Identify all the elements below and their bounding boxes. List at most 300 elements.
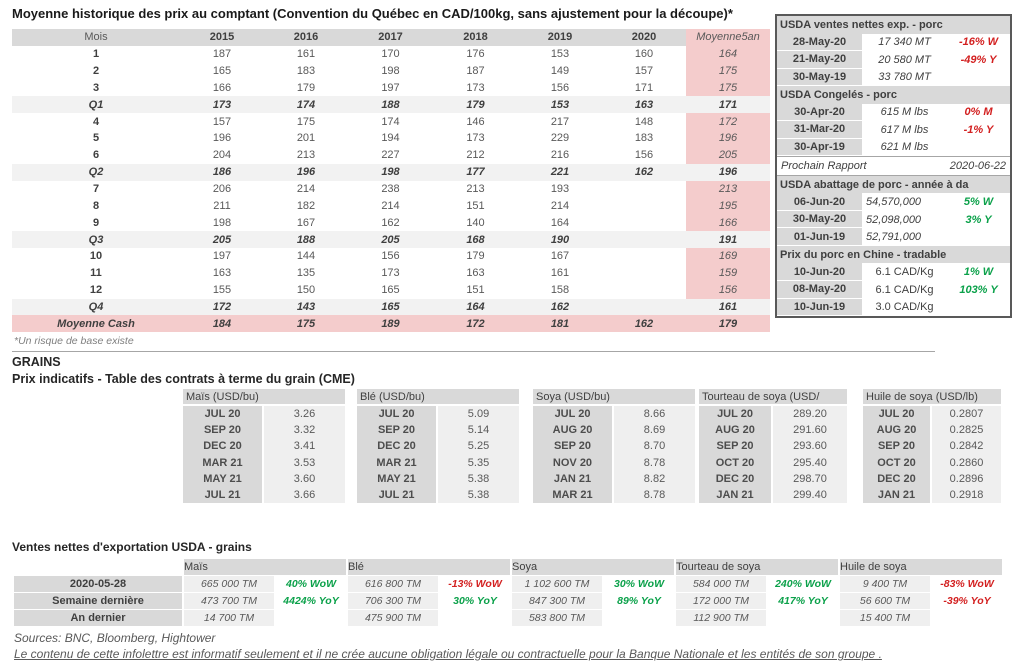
usda-data-row (777, 211, 1010, 229)
pork-cell: 169 (686, 248, 770, 265)
pork-cell: 188 (264, 231, 348, 248)
export-table-body (14, 559, 1002, 626)
futures-price: 8.70 (614, 438, 695, 454)
pork-cell: 164 (550, 216, 570, 229)
pork-cell: 173 (180, 96, 264, 113)
pork-cell: 196 (686, 164, 770, 181)
pork-cell: 187 (212, 48, 232, 61)
pork-cell: 179 (296, 81, 316, 94)
export-sales-table (12, 558, 1004, 627)
pork-cell: 198 (381, 65, 400, 78)
usda-date: 28-May-20 (777, 34, 862, 52)
pork-cell: 162 (381, 216, 400, 229)
pork-row-label: Q2 (12, 164, 180, 181)
futures-group-header: Soya (USD/bu) (533, 389, 695, 406)
pork-cell: 217 (550, 115, 570, 128)
futures-price: 5.35 (438, 455, 519, 471)
pork-cell: 229 (550, 132, 570, 145)
pork-cell: 162 (602, 164, 686, 181)
usda-pct: -16% W (958, 36, 999, 49)
futures-price: 3.60 (264, 471, 345, 487)
pork-cell: 146 (466, 115, 485, 128)
pork-header-row (12, 29, 770, 46)
futures-month: SEP 20 (533, 438, 614, 454)
pork-cell: 214 (296, 183, 316, 196)
usda-date: 30-Apr-19 (777, 139, 862, 157)
usda-data-row (777, 281, 1010, 299)
export-row-label: An dernier (14, 610, 182, 626)
usda-value: 3.0 CAD/Kg (875, 301, 934, 314)
pork-cell: 165 (381, 284, 400, 297)
pork-cell: 183 (296, 65, 316, 78)
pork-header-cell: 2017 (348, 29, 433, 46)
pork-cell (602, 197, 686, 214)
futures-month: SEP 20 (183, 422, 264, 438)
futures-row (183, 487, 345, 503)
pork-row-label: 10 (89, 250, 103, 263)
export-pct: -13% WoW (448, 578, 502, 590)
usda-date: 01-Jun-19 (777, 228, 862, 246)
pork-cell: 163 (602, 96, 686, 113)
pork-cell: 197 (381, 81, 400, 94)
futures-month: SEP 20 (863, 438, 932, 454)
section-divider (12, 351, 935, 352)
pork-cell: 150 (296, 284, 316, 297)
futures-month: JAN 21 (863, 487, 932, 503)
futures-row (863, 438, 1001, 454)
pork-cell: 172 (180, 299, 264, 316)
export-sales-title: Ventes nettes d'exportation USDA - grains (12, 540, 252, 554)
pork-row (12, 130, 770, 147)
pork-row-label: 12 (89, 284, 103, 297)
futures-price: 5.38 (438, 471, 519, 487)
futures-group (863, 389, 1001, 503)
pork-cell: 204 (212, 149, 232, 162)
usda-pct: 103% Y (959, 283, 998, 296)
export-value: 112 900 TM (676, 610, 766, 626)
pork-header-cell: 2019 (518, 29, 602, 46)
export-group-header: Maïs (184, 559, 346, 575)
futures-month: SEP 20 (699, 438, 773, 454)
usda-pct: -1% Y (963, 123, 994, 136)
pork-table-body (12, 29, 770, 332)
pork-cell: 155 (212, 284, 232, 297)
futures-row (183, 422, 345, 438)
pork-cell: 148 (634, 115, 654, 128)
futures-month: MAY 21 (357, 471, 438, 487)
futures-group-header: Tourteau de soya (USD/ (699, 389, 847, 406)
usda-date: 30-May-19 (777, 69, 862, 87)
pork-cell: 157 (634, 65, 654, 78)
pork-cell: 143 (264, 299, 348, 316)
pork-row (12, 164, 770, 181)
futures-group (699, 389, 847, 503)
usda-date: 21-May-20 (777, 51, 862, 69)
pork-cell: 195 (686, 197, 770, 214)
usda-pct: 1% W (963, 266, 994, 279)
futures-price: 0.2842 (932, 438, 1001, 454)
futures-month: OCT 20 (699, 455, 773, 471)
pork-row (12, 248, 770, 265)
pork-row-label: 5 (92, 132, 100, 145)
pork-row-label: Q3 (12, 231, 180, 248)
pork-row-label: 8 (92, 199, 100, 212)
futures-row (357, 422, 519, 438)
export-group-header: Tourteau de soya (676, 559, 838, 575)
futures-month: DEC 20 (183, 438, 264, 454)
futures-month: AUG 20 (533, 422, 614, 438)
pork-cell: 162 (518, 299, 602, 316)
usda-value: 17 340 MT (878, 36, 931, 49)
pork-row-label: Q1 (12, 96, 180, 113)
futures-price: 3.32 (264, 422, 345, 438)
export-value: 56 600 TM (840, 593, 930, 609)
usda-value: 20 580 MT (878, 53, 931, 66)
export-pct: 240% WoW (775, 578, 831, 590)
export-pct (932, 610, 1002, 626)
grains-section-title: GRAINS (12, 355, 61, 369)
futures-month: NOV 20 (533, 455, 614, 471)
pork-cell: 164 (686, 46, 770, 63)
futures-month: JUL 20 (863, 406, 932, 422)
export-pct (768, 610, 838, 626)
pork-row-label: 2 (92, 65, 100, 78)
export-pct: 4424% YoY (283, 595, 339, 607)
pork-cell: 173 (466, 132, 485, 145)
usda-data-row (777, 104, 1010, 122)
usda-section-title: USDA ventes nettes exp. - porc (780, 18, 943, 31)
pork-row (12, 113, 770, 130)
pork-header-cell: Moyenne5an (686, 29, 770, 46)
futures-row (357, 471, 519, 487)
pork-row (12, 315, 770, 332)
export-row (14, 593, 1002, 609)
pork-header-cell: 2018 (433, 29, 518, 46)
pork-header-cell: 2020 (602, 29, 686, 46)
futures-row (533, 438, 695, 454)
futures-row (863, 422, 1001, 438)
futures-group (357, 389, 519, 503)
pork-cell: 168 (433, 231, 518, 248)
pork-row (12, 63, 770, 80)
futures-price: 5.09 (438, 406, 519, 422)
futures-price: 8.82 (614, 471, 695, 487)
futures-month: JUL 20 (357, 406, 438, 422)
pork-cell: 214 (381, 199, 400, 212)
pork-row (12, 214, 770, 231)
pork-cell: 213 (466, 183, 485, 196)
futures-price: 3.41 (264, 438, 345, 454)
pork-cell: 166 (686, 214, 770, 231)
pork-cell: 198 (212, 216, 232, 229)
export-pct (604, 610, 674, 626)
usda-data-row (777, 121, 1010, 139)
pork-cell: 196 (264, 164, 348, 181)
pork-cell: 144 (296, 250, 316, 263)
pork-cell: 187 (466, 65, 485, 78)
futures-month: MAY 21 (183, 471, 264, 487)
pork-header-cell: 2016 (264, 29, 348, 46)
pork-cell: 194 (381, 132, 400, 145)
usda-data-row (777, 193, 1010, 211)
pork-row-label: Moyenne Cash (12, 315, 180, 332)
usda-value: 621 M lbs (880, 141, 929, 154)
export-pct: 30% WoW (614, 578, 664, 590)
futures-price: 8.78 (614, 487, 695, 503)
pork-cell: 193 (550, 183, 570, 196)
pork-cell: 238 (381, 183, 400, 196)
pork-cell (602, 231, 686, 248)
export-row (14, 576, 1002, 592)
usda-data-row (777, 34, 1010, 52)
futures-month: OCT 20 (863, 455, 932, 471)
usda-date: 30-May-20 (777, 211, 862, 229)
futures-row (699, 438, 847, 454)
pork-row-label: 3 (92, 81, 100, 94)
pork-cell: 176 (466, 48, 485, 61)
pork-cell: 206 (212, 183, 232, 196)
futures-row (183, 471, 345, 487)
export-value: 706 300 TM (348, 593, 438, 609)
pork-cell: 198 (348, 164, 433, 181)
futures-row (357, 406, 519, 422)
pork-cell: 161 (686, 299, 770, 316)
pork-row (12, 299, 770, 316)
futures-month: JUL 20 (183, 406, 264, 422)
export-pct: 40% WoW (286, 578, 336, 590)
usda-data-row (777, 228, 1010, 246)
usda-pct: 5% W (963, 196, 994, 209)
export-header-spacer (14, 559, 182, 575)
futures-month: MAR 21 (183, 455, 264, 471)
futures-month: MAR 21 (357, 455, 438, 471)
futures-row (183, 406, 345, 422)
futures-price: 289.20 (773, 406, 847, 422)
futures-row (533, 455, 695, 471)
usda-date: 10-Jun-20 (777, 263, 862, 281)
usda-section-title: USDA Congelés - porc (780, 88, 897, 101)
pork-row (12, 147, 770, 164)
export-value: 616 800 TM (348, 576, 438, 592)
pork-cell: 151 (466, 199, 485, 212)
export-value: 14 700 TM (184, 610, 274, 626)
pork-cell: 182 (296, 199, 316, 212)
usda-date: 10-Jun-19 (777, 299, 862, 317)
pork-header-cell: Mois (12, 29, 180, 46)
futures-month: SEP 20 (357, 422, 438, 438)
futures-row (699, 406, 847, 422)
pork-row (12, 282, 770, 299)
futures-price: 0.2807 (932, 406, 1001, 422)
usda-section-header (777, 16, 1010, 34)
futures-price: 0.2860 (932, 455, 1001, 471)
futures-month: DEC 20 (863, 471, 932, 487)
export-value: 583 800 TM (512, 610, 602, 626)
pork-cell: 167 (296, 216, 316, 229)
pork-row (12, 231, 770, 248)
pork-cell: 227 (381, 149, 400, 162)
futures-row (863, 455, 1001, 471)
export-value: 475 900 TM (348, 610, 438, 626)
pork-cell: 156 (381, 250, 400, 263)
futures-row (699, 455, 847, 471)
pork-cell (602, 299, 686, 316)
futures-row (699, 471, 847, 487)
futures-row (533, 422, 695, 438)
pork-cell: 189 (348, 315, 433, 332)
usda-section-header (777, 176, 1010, 194)
pork-cell: 177 (433, 164, 518, 181)
usda-section-title: USDA abattage de porc - année à da (780, 178, 969, 191)
pork-cell: 213 (686, 181, 770, 198)
export-value: 473 700 TM (184, 593, 274, 609)
export-pct: 417% YoY (778, 595, 828, 607)
usda-date: 08-May-20 (777, 281, 862, 299)
export-pct: 30% YoY (453, 595, 497, 607)
pork-cell: 171 (686, 96, 770, 113)
pork-cell: 158 (550, 284, 570, 297)
futures-price: 8.69 (614, 422, 695, 438)
sources-note: Sources: BNC, Bloomberg, Hightower (14, 631, 216, 645)
pork-cell: 163 (466, 267, 485, 280)
pork-cell: 196 (212, 132, 232, 145)
pork-cell: 175 (686, 63, 770, 80)
usda-section-header (777, 246, 1010, 264)
usda-value: 617 M lbs (880, 123, 929, 136)
pork-cell: 174 (381, 115, 400, 128)
pork-cell: 165 (348, 299, 433, 316)
futures-price: 8.78 (614, 455, 695, 471)
futures-price: 8.66 (614, 406, 695, 422)
futures-row (533, 406, 695, 422)
futures-month: AUG 20 (699, 422, 773, 438)
futures-row (357, 487, 519, 503)
usda-data-row (777, 139, 1010, 157)
pork-cell: 172 (686, 113, 770, 130)
pork-cell: 164 (433, 299, 518, 316)
futures-month: JUL 20 (533, 406, 614, 422)
usda-report-label: Prochain Rapport (781, 160, 867, 173)
export-pct (276, 610, 346, 626)
futures-row (183, 438, 345, 454)
pork-table-footnote: *Un risque de base existe (14, 335, 134, 347)
pork-cell: 191 (686, 231, 770, 248)
futures-price: 0.2825 (932, 422, 1001, 438)
pork-cell: 166 (212, 81, 232, 94)
export-header-row (14, 559, 1002, 575)
pork-cell: 151 (466, 284, 485, 297)
futures-month: JUL 21 (357, 487, 438, 503)
futures-row (863, 471, 1001, 487)
usda-value: 54,570,000 (866, 196, 922, 209)
pork-cell: 179 (466, 250, 485, 263)
pork-cell: 163 (212, 267, 232, 280)
pork-cell: 188 (348, 96, 433, 113)
usda-pct: 3% Y (965, 213, 992, 226)
pork-cell: 173 (466, 81, 485, 94)
pork-cell: 190 (518, 231, 602, 248)
export-pct (440, 610, 510, 626)
export-pct: -39% YoY (943, 595, 991, 607)
pork-cell: 135 (296, 267, 316, 280)
pork-cell: 156 (550, 81, 570, 94)
pork-cell: 205 (348, 231, 433, 248)
futures-month: JAN 21 (699, 487, 773, 503)
pork-cell: 162 (602, 315, 686, 332)
pork-cell: 183 (634, 132, 654, 145)
pork-cell: 165 (212, 65, 232, 78)
pork-row-label: Q4 (12, 299, 180, 316)
futures-group (183, 389, 345, 503)
pork-cell: 205 (180, 231, 264, 248)
export-value: 584 000 TM (676, 576, 766, 592)
pork-cell: 197 (212, 250, 232, 263)
futures-group-header: Maïs (USD/bu) (183, 389, 345, 406)
pork-cell (602, 248, 686, 265)
futures-price: 299.40 (773, 487, 847, 503)
export-row-label: Semaine dernière (14, 593, 182, 609)
futures-row (357, 438, 519, 454)
usda-panel (775, 14, 1012, 318)
pork-cell: 205 (686, 147, 770, 164)
futures-row (357, 455, 519, 471)
usda-value: 615 M lbs (880, 106, 929, 119)
export-row (14, 610, 1002, 626)
futures-tables (183, 389, 1001, 503)
usda-pct: -49% Y (960, 53, 997, 66)
pork-cell: 140 (466, 216, 485, 229)
futures-table-title: Prix indicatifs - Table des contrats à terme du grain (CME) (12, 372, 355, 386)
usda-value: 52,098,000 (866, 213, 922, 226)
pork-cell (602, 282, 686, 299)
futures-month: MAR 21 (533, 487, 614, 503)
pork-cell: 161 (296, 48, 316, 61)
pork-cell: 167 (550, 250, 570, 263)
pork-cell: 159 (686, 265, 770, 282)
export-value: 847 300 TM (512, 593, 602, 609)
pork-cell: 156 (634, 149, 654, 162)
pork-cell: 181 (518, 315, 602, 332)
futures-price: 5.25 (438, 438, 519, 454)
futures-row (533, 471, 695, 487)
pork-cell: 221 (518, 164, 602, 181)
usda-date: 31-Mar-20 (777, 121, 862, 139)
disclaimer-note: Le contenu de cette infolettre est informatif seulement et il ne crée aucune obligation légale ou contractuelle pour la Banque Nationale et les entités de son groupe . (14, 647, 882, 661)
futures-month: JUL 21 (183, 487, 264, 503)
usda-pct: 0% M (964, 106, 993, 119)
futures-price: 0.2896 (932, 471, 1001, 487)
futures-month: JUL 20 (699, 406, 773, 422)
pork-cell: 184 (180, 315, 264, 332)
pork-cell: 157 (212, 115, 232, 128)
usda-date: 30-Apr-20 (777, 104, 862, 122)
pork-row-label: 1 (92, 48, 100, 61)
pork-row-label: 4 (92, 115, 100, 128)
export-value: 172 000 TM (676, 593, 766, 609)
pork-cell: 171 (634, 81, 654, 94)
export-value: 1 102 600 TM (512, 576, 602, 592)
futures-price: 293.60 (773, 438, 847, 454)
pork-cell: 153 (550, 48, 570, 61)
pork-cell: 172 (433, 315, 518, 332)
usda-data-row (777, 299, 1010, 317)
futures-price: 291.60 (773, 422, 847, 438)
pork-row (12, 265, 770, 282)
pork-cell: 175 (296, 115, 316, 128)
usda-value: 33 780 MT (878, 71, 931, 84)
pork-cell: 174 (264, 96, 348, 113)
futures-price: 0.2918 (932, 487, 1001, 503)
